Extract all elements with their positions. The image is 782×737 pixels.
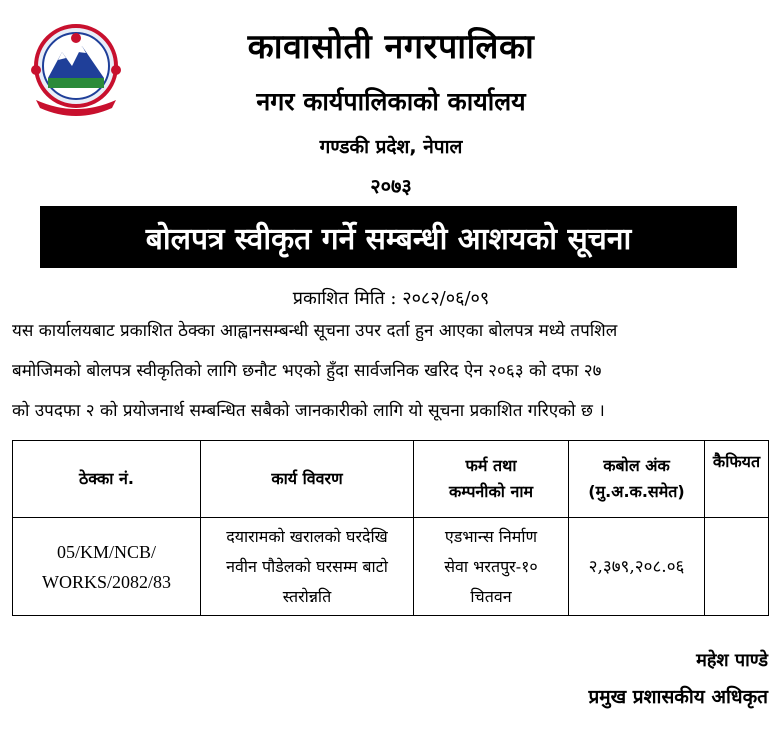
bid-table <box>12 440 769 616</box>
notice-body-line: यस कार्यालयबाट प्रकाशित ठेक्का आह्वानसम्बन्धी सूचना उपर दर्ता हुन आएका बोलपत्र मध्ये तपशिल <box>12 321 618 341</box>
cell-bid-amount: २,३७९,२०८.०६ <box>569 518 705 616</box>
header-description: कार्य विवरण <box>201 441 414 518</box>
signatory-title: प्रमुख प्रशासकीय अधिकृत <box>588 686 768 708</box>
cell-contract-no: 05/KM/NCB/ WORKS/2082/83 <box>13 518 201 616</box>
notice-body-line: को उपदफा २ को प्रयोजनार्थ सम्बन्धित सबैको जानकारीको लागि यो सूचना प्रकाशित गरिएको छ । <box>12 401 605 421</box>
cell-description: दयारामको खरालको घरदेखि नवीन पौडेलको घरसम्म बाटो स्तरोन्नति <box>201 518 414 616</box>
notice-title: बोलपत्र स्वीकृत गर्ने सम्बन्धी आशयको सूचना <box>145 221 632 257</box>
year-label: २०७३ <box>370 174 412 198</box>
table-row <box>13 518 769 616</box>
office-title: नगर कार्यपालिकाको कार्यालय <box>256 87 526 116</box>
notice-title-banner <box>40 206 737 268</box>
header-firm: फर्म तथा कम्पनीको नाम <box>414 441 569 518</box>
municipality-title: कावासोती नगरपालिका <box>247 27 535 67</box>
signatory-name: महेश पाण्डे <box>696 650 768 671</box>
province-subtitle: गण्डकी प्रदेश, नेपाल <box>319 136 463 158</box>
table-header-row <box>13 441 769 518</box>
published-date: प्रकाशित मिति : २०८२/०६/०९ <box>292 288 490 309</box>
header-remarks: कैफियत <box>705 441 769 518</box>
header-bid-amount: कबोल अंक (मु.अ.क.समेत) <box>569 441 705 518</box>
cell-firm: एडभान्स निर्माण सेवा भरतपुर-१० चितवन <box>414 518 569 616</box>
notice-body-line: बमोजिमको बोलपत्र स्वीकृतिको लागि छनौट भएको हुँदा सार्वजनिक खरिद ऐन २०६३ को दफा २७ <box>12 361 602 381</box>
header-contract-no: ठेक्का नं. <box>13 441 201 518</box>
cell-remarks <box>705 518 769 616</box>
